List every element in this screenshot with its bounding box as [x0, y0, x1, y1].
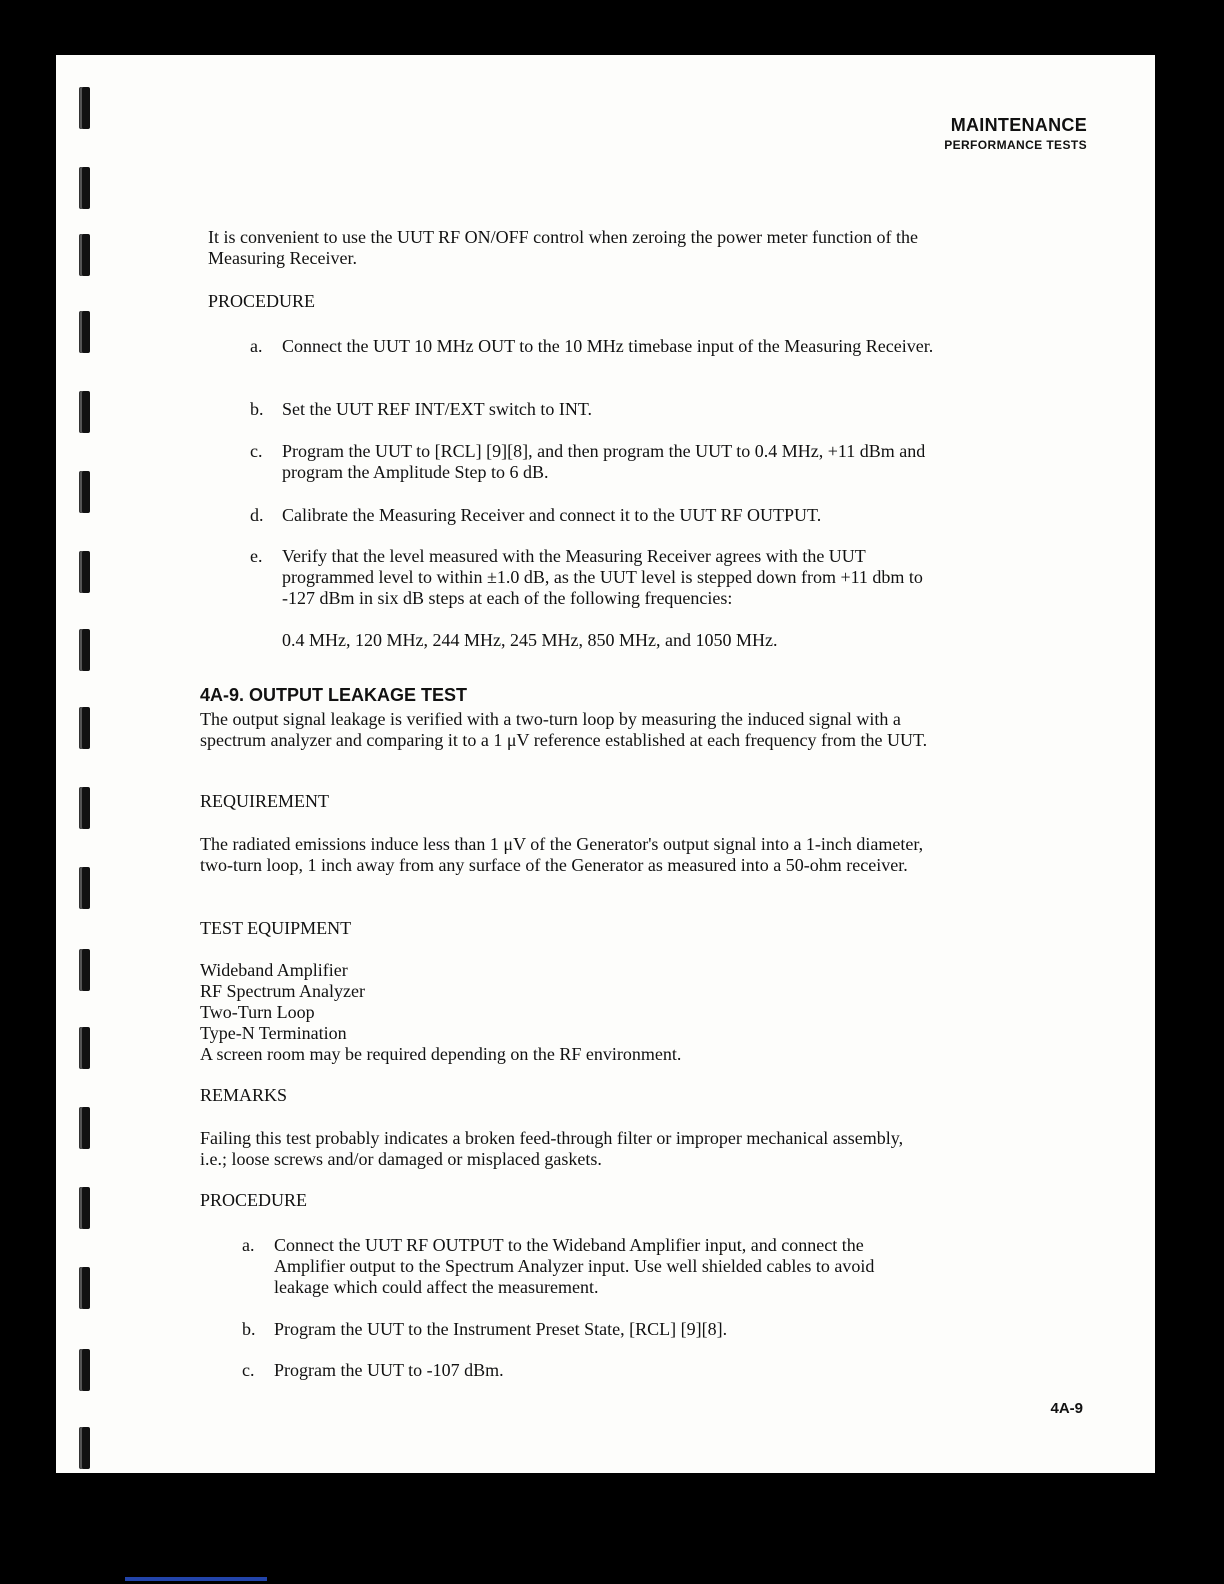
binder-hole — [80, 867, 90, 909]
intro-paragraph: It is convenient to use the UUT RF ON/OFF control when zeroing the power meter function of the Measuring Receiver. — [208, 227, 919, 268]
remarks-text: Failing this test probably indicates a broken feed-through filter or improper mechanical assembly, i.e.; loose screws and/or damaged or misplaced gaskets. — [200, 1128, 904, 1169]
remarks-heading: REMARKS — [200, 1085, 288, 1105]
section-description: The output signal leakage is verified with a two-turn loop by measuring the induced signal with a spectrum analyzer and comparing it to a 1 μV reference established at each frequency from the UUT. — [200, 709, 928, 750]
step-text: Program the UUT to -107 dBm. — [274, 1360, 504, 1380]
binder-hole — [80, 1349, 90, 1391]
requirement-text: The radiated emissions induce less than 1 μV of the Generator's output signal into a 1-inch diameter, two-turn loop, 1 inch away from any surface of the Generator as measured into a 50-ohm receiver. — [200, 834, 924, 875]
binder-hole — [80, 1187, 90, 1229]
procedure-heading: PROCEDURE — [208, 291, 316, 311]
equipment-item: RF Spectrum Analyzer — [200, 981, 365, 1001]
step-label: c. — [250, 441, 263, 461]
equipment-list — [200, 960, 940, 1065]
section-heading: 4A-9. OUTPUT LEAKAGE TEST — [200, 685, 468, 705]
step-text: Program the UUT to [RCL] [9][8], and then program the UUT to 0.4 MHz, +11 dBm and program the Amplitude Step to 6 dB. — [282, 441, 926, 482]
test-equipment-heading: TEST EQUIPMENT — [200, 918, 352, 938]
binder-hole — [80, 629, 90, 671]
step-label: e. — [250, 546, 263, 566]
binder-hole — [80, 167, 90, 209]
equipment-item: Two-Turn Loop — [200, 1002, 315, 1022]
binder-hole — [80, 1027, 90, 1069]
scan-edge-bar — [125, 1577, 267, 1581]
document-page — [56, 55, 1155, 1473]
step-label: a. — [250, 336, 263, 356]
step-label: a. — [242, 1235, 255, 1255]
step-label: d. — [250, 505, 264, 525]
binder-hole — [80, 787, 90, 829]
frequency-list: 0.4 MHz, 120 MHz, 244 MHz, 245 MHz, 850 MHz, and 1050 MHz. — [282, 630, 778, 650]
equipment-note: A screen room may be required depending on the RF environment. — [200, 1044, 682, 1064]
step-label: b. — [250, 399, 264, 419]
step-label: b. — [242, 1319, 256, 1339]
binder-hole — [80, 234, 90, 276]
page-number: 4A-9 — [1050, 1400, 1083, 1417]
binder-hole — [80, 1107, 90, 1149]
binder-hole — [80, 391, 90, 433]
binder-hole — [80, 707, 90, 749]
binder-hole — [80, 1267, 90, 1309]
header-title: MAINTENANCE — [950, 115, 1087, 135]
header-subtitle: PERFORMANCE TESTS — [944, 138, 1087, 152]
binder-hole — [80, 1427, 90, 1469]
binder-hole — [80, 471, 90, 513]
equipment-item: Wideband Amplifier — [200, 960, 348, 980]
binder-hole — [80, 311, 90, 353]
equipment-item: Type-N Termination — [200, 1023, 347, 1043]
procedure-heading: PROCEDURE — [200, 1190, 308, 1210]
binder-hole — [80, 87, 90, 129]
binder-holes — [80, 87, 94, 1457]
step-label: c. — [242, 1360, 255, 1380]
step-text: Connect the UUT 10 MHz OUT to the 10 MHz timebase input of the Measuring Receiver. — [282, 336, 934, 356]
binder-hole — [80, 949, 90, 991]
running-header — [944, 115, 1087, 152]
binder-hole — [80, 551, 90, 593]
requirement-heading: REQUIREMENT — [200, 791, 329, 811]
step-text: Set the UUT REF INT/EXT switch to INT. — [282, 399, 592, 419]
step-text: Program the UUT to the Instrument Preset State, [RCL] [9][8]. — [274, 1319, 728, 1339]
step-text: Calibrate the Measuring Receiver and connect it to the UUT RF OUTPUT. — [282, 505, 822, 525]
step-text: Verify that the level measured with the Measuring Receiver agrees with the UUT programmed level to within ±1.0 dB, as the UUT level is stepped down from +11 dbm to -127 dBm in six dB steps at each of the following frequencies: — [282, 546, 923, 608]
step-text: Connect the UUT RF OUTPUT to the Wideband Amplifier input, and connect the Amplifier output to the Spectrum Analyzer input. Use well shielded cables to avoid leakage which could affect the measurement. — [274, 1235, 875, 1297]
